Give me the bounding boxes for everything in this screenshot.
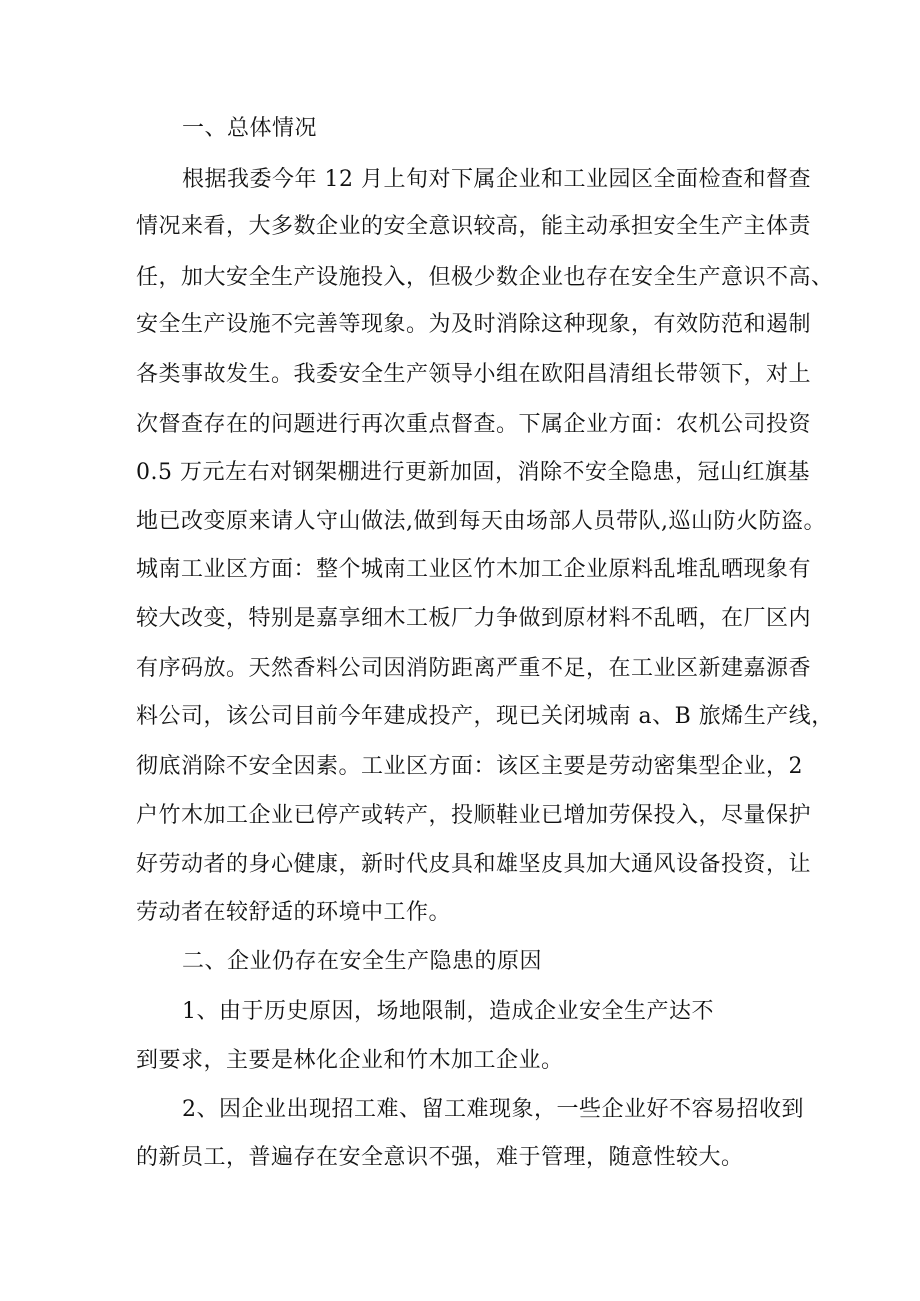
paragraph-line: 0.5 万元左右对钢架棚进行更新加固，消除不安全隐患，冠山红旗基 [136, 460, 810, 485]
paragraph-line: 有序码放。天然香料公司因消防距离严重不足，在工业区新建嘉源香 [136, 656, 812, 681]
paragraph-line: 户竹木加工企业已停产或转产，投顺鞋业已增加劳保投入，尽量保护 [136, 803, 812, 828]
section-heading-1: 一、总体情况 [182, 116, 318, 141]
paragraph-line: 地已改变原来请人守山做法,做到每天由场部人员带队,巡山防火防盗。 [136, 509, 826, 534]
list-item-2: 2、因企业出现招工难、留工难现象，一些企业好不容易招收到 [182, 1097, 804, 1122]
paragraph-line: 城南工业区方面：整个城南工业区竹木加工企业原料乱堆乱晒现象有 [136, 557, 812, 582]
paragraph-line: 彻底消除不安全因素。工业区方面：该区主要是劳动密集型企业，2 [136, 754, 803, 779]
paragraph-line: 料公司，该公司目前今年建成投产，现已关闭城南 a、B 旅烯生产线， [136, 704, 834, 729]
section-heading-2: 二、企业仍存在安全生产隐患的原因 [182, 949, 543, 974]
paragraph-line: 根据我委今年 12 月上旬对下属企业和工业园区全面检查和督查 [182, 167, 811, 192]
paragraph-line: 较大改变，特别是嘉享细木工板厂力争做到原材料不乱晒，在厂区内 [136, 606, 812, 631]
paragraph-line: 安全生产设施不完善等现象。为及时消除这种现象，有效防范和遏制 [136, 312, 812, 337]
paragraph-line: 劳动者在较舒适的环境中工作。 [136, 900, 452, 925]
paragraph-line: 任，加大安全生产设施投入，但极少数企业也存在安全生产意识不高、 [136, 265, 834, 290]
paragraph-line: 情况来看，大多数企业的安全意识较高，能主动承担安全生产主体责 [136, 214, 812, 239]
list-item-1: 1、由于历史原因，场地限制，造成企业安全生产达不 [182, 999, 714, 1024]
paragraph-line: 各类事故发生。我委安全生产领导小组在欧阳昌清组长带领下，对上 [136, 362, 812, 387]
paragraph-line: 好劳动者的身心健康，新时代皮具和雄坚皮具加大通风设备投资，让 [136, 852, 812, 877]
paragraph-line: 到要求，主要是林化企业和竹木加工企业。 [136, 1048, 564, 1073]
paragraph-line: 次督查存在的问题进行再次重点督查。下属企业方面：农机公司投资 [136, 412, 812, 437]
paragraph-line: 的新员工，普遍存在安全意识不强，难于管理，随意性较大。 [136, 1145, 744, 1170]
